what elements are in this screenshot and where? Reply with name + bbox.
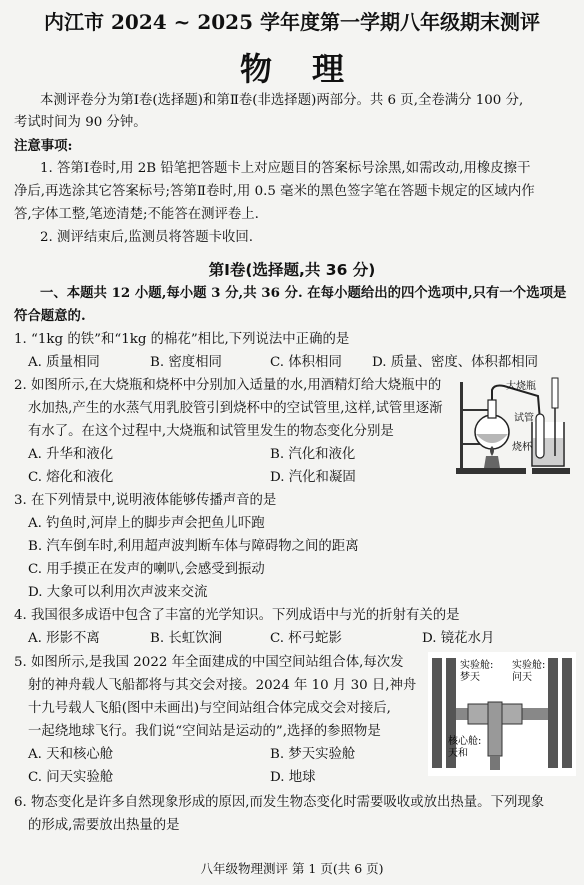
- note-1-line-3: 答,字体工整,笔迹清楚;不能答在测评卷上.: [14, 207, 259, 222]
- q6-line-1: 6. 物态变化是许多自然现象形成的原因,而发生物态变化时需要吸收或放出热量。下列现象: [14, 795, 545, 810]
- label-beaker: 烧杯: [512, 442, 532, 453]
- q3-stem: 3. 在下列情景中,说明液体能够传播声音的是: [14, 493, 277, 508]
- q5-option-d: D. 地球: [270, 770, 316, 785]
- note-1-line-2: 净后,再选涂其它答案标号;答第Ⅱ卷时,用 0.5 毫米的黑色签字笔在答题卡规定的区域内作: [14, 184, 535, 199]
- q2-line-2: 水加热,产生的水蒸气用乳胶管引到烧杯中的空试管里,这样,试管里逐渐: [28, 401, 443, 416]
- q4-option-a: A. 形影不离: [28, 631, 100, 646]
- stand-base: [456, 468, 526, 474]
- q1-option-b: B. 密度相同: [150, 355, 222, 370]
- section-title: 第Ⅰ卷(选择题,共 36 分): [208, 261, 376, 279]
- label-wentian-1: 实验舱:: [512, 660, 546, 671]
- q5-line-2: 射的神舟载人飞船都将与其交会对接。2024 年 10 月 30 日,神舟: [28, 678, 417, 693]
- q4-option-b: B. 长虹饮涧: [150, 631, 222, 646]
- page-footer: 八年级物理测评 第 1 页(共 6 页): [200, 861, 384, 876]
- label-mengtian-2: 梦天: [460, 672, 480, 683]
- section-instructions-1: 一、本题共 12 小题,每小题 3 分,共 36 分. 在每小题给出的四个选项中,只有一个选项是: [40, 285, 567, 301]
- q2-line-1: 2. 如图所示,在大烧瓶和烧杯中分别加入适量的水,用酒精灯给大烧瓶中的: [14, 378, 442, 393]
- q6-line-2: 的形成,需要放出热量的是: [28, 818, 180, 833]
- label-tianhe-1: 核心舱:: [448, 736, 482, 747]
- q2-flask-figure: [452, 376, 574, 480]
- q2-line-3: 有水了。在这个过程中,大烧瓶和试管里发生的物态变化分别是: [28, 424, 394, 439]
- intro-line-2: 考试时间为 90 分钟。: [14, 115, 147, 130]
- q3-option-c: C. 用手摸正在发声的喇叭,会感受到振动: [28, 562, 265, 577]
- beaker-base: [532, 468, 570, 474]
- q5-option-b: B. 梦天实验舱: [270, 747, 356, 762]
- q4-option-d: D. 镜花水月: [422, 631, 495, 646]
- exam-title: 内江市 2024 ~ 2025 学年度第一学期八年级期末测评: [44, 10, 540, 34]
- q5-option-c: C. 问天实验舱: [28, 770, 114, 785]
- alcohol-lamp: [484, 456, 500, 468]
- q5-option-a: A. 天和核心舱: [28, 747, 114, 762]
- label-tube: 试管: [514, 413, 534, 424]
- test-tube: [536, 414, 544, 458]
- q1-stem: 1. “1kg 的铁”和“1kg 的棉花”相比,下列说法中正确的是: [14, 332, 350, 347]
- label-mengtian-1: 实验舱:: [460, 660, 494, 671]
- intro-line-1: 本测评卷分为第Ⅰ卷(选择题)和第Ⅱ卷(非选择题)两部分。共 6 页,全卷满分 100 分,: [40, 93, 524, 108]
- large-flask: [475, 415, 509, 449]
- core-module: [488, 702, 502, 756]
- q3-option-d: D. 大象可以利用次声波来交流: [28, 585, 208, 600]
- q4-option-c: C. 杯弓蛇影: [270, 631, 342, 646]
- notes-heading: 注意事项:: [14, 138, 73, 154]
- note-1-line-1: 1. 答第Ⅰ卷时,用 2B 铅笔把答题卡上对应题目的答案标号涂黑,如需改动,用橡皮擦干: [40, 161, 531, 176]
- label-tianhe-2: 天和: [448, 748, 468, 759]
- q2-option-a: A. 升华和液化: [28, 447, 114, 462]
- subject-title: 物理: [239, 50, 384, 88]
- q1-option-c: C. 体积相同: [270, 355, 342, 370]
- q2-option-c: C. 熔化和液化: [28, 470, 114, 485]
- q1-option-a: A. 质量相同: [28, 355, 100, 370]
- label-flask: 大烧瓶: [506, 381, 536, 392]
- q1-option-d: D. 质量、密度、体积都相同: [372, 355, 539, 370]
- q2-option-b: B. 汽化和液化: [270, 447, 356, 462]
- q5-line-3: 十九号载人飞船(图中未画出)与空间站组合体完成交会对接后,: [28, 701, 391, 716]
- section-instructions-2: 符合题意的.: [14, 308, 86, 324]
- q5-space-station-figure: [428, 652, 576, 776]
- q3-option-a: A. 钓鱼时,河岸上的脚步声会把鱼儿吓跑: [28, 516, 265, 531]
- q4-stem: 4. 我国很多成语中包含了丰富的光学知识。下列成语中与光的折射有关的是: [14, 608, 460, 623]
- q5-line-1: 5. 如图所示,是我国 2022 年全面建成的中国空间站组合体,每次发: [14, 655, 404, 670]
- q2-option-d: D. 汽化和凝固: [270, 470, 356, 485]
- label-wentian-2: 问天: [512, 672, 532, 683]
- note-2: 2. 测评结束后,监测员将答题卡收回.: [40, 230, 254, 245]
- q5-line-4: 一起绕地球飞行。我们说“空间站是运动的”,选择的参照物是: [28, 724, 381, 739]
- stand-rod: [460, 382, 463, 468]
- q3-option-b: B. 汽车倒车时,利用超声波判断车体与障碍物之间的距离: [28, 539, 359, 554]
